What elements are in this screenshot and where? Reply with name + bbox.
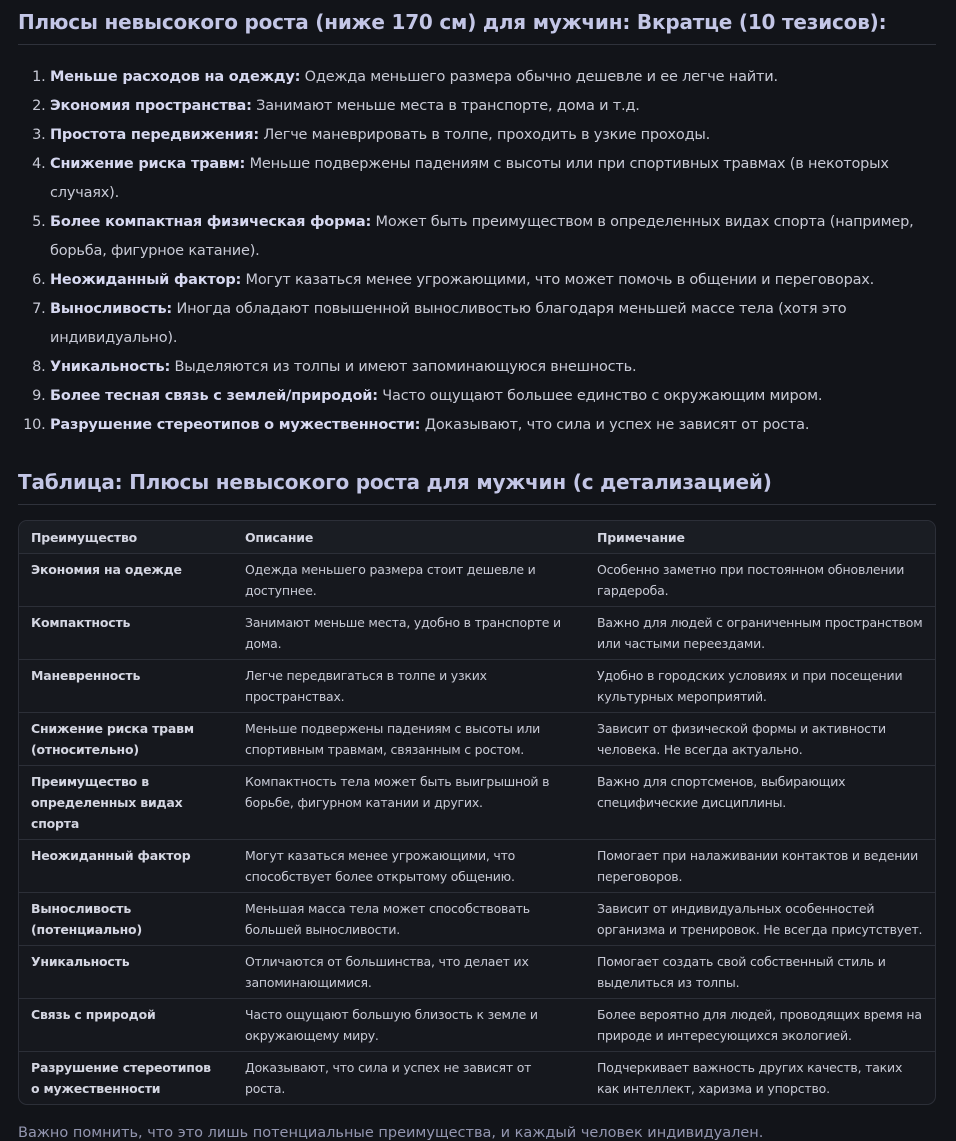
list-item-text: Легче маневрировать в толпе, проходить в узкие проходы. bbox=[258, 127, 711, 143]
table-row bbox=[19, 660, 935, 713]
cell-note: Помогает при налаживании контактов и ведении переговоров. bbox=[585, 840, 935, 893]
benefits-table bbox=[19, 521, 935, 1104]
list-item-title: Более компактная физическая форма: bbox=[50, 214, 372, 230]
list-item-text: Могут казаться менее угрожающими, что может помочь в общении и переговорах. bbox=[241, 272, 875, 288]
cell-description: Меньше подвержены падениям с высоты или спортивным травмам, связанным с ростом. bbox=[233, 713, 585, 766]
list-item bbox=[50, 208, 936, 266]
table-header-row bbox=[19, 521, 935, 554]
cell-note: Зависит от физической формы и активности человека. Не всегда актуально. bbox=[585, 713, 935, 766]
list-item bbox=[50, 92, 936, 121]
list-item-text: Доказывают, что сила и успех не зависят от роста. bbox=[420, 417, 810, 433]
column-header: Преимущество bbox=[19, 521, 233, 554]
cell-note: Подчеркивает важность других качеств, таких как интеллект, харизма и упорство. bbox=[585, 1052, 935, 1105]
cell-advantage: Связь с природой bbox=[19, 999, 233, 1052]
list-item-text: Часто ощущают большее единство с окружающим миром. bbox=[377, 388, 823, 404]
list-item-text: Выделяются из толпы и имеют запоминающуюся внешность. bbox=[170, 359, 637, 375]
cell-advantage: Компактность bbox=[19, 607, 233, 660]
list-item bbox=[50, 150, 936, 208]
table-heading: Таблица: Плюсы невысокого роста для мужчин (с детализацией) bbox=[18, 470, 936, 505]
cell-note: Удобно в городских условиях и при посещении культурных мероприятий. bbox=[585, 660, 935, 713]
table-row bbox=[19, 1052, 935, 1105]
cell-note: Более вероятно для людей, проводящих время на природе и интересующихся экологией. bbox=[585, 999, 935, 1052]
cell-advantage: Маневренность bbox=[19, 660, 233, 713]
cell-description: Отличаются от большинства, что делает их запоминающимися. bbox=[233, 946, 585, 999]
cell-advantage: Экономия на одежде bbox=[19, 554, 233, 607]
list-item-title: Снижение риска травм: bbox=[50, 156, 246, 172]
cell-note: Помогает создать свой собственный стиль и выделиться из толпы. bbox=[585, 946, 935, 999]
cell-description: Часто ощущают большую близость к земле и окружающему миру. bbox=[233, 999, 585, 1052]
cell-note: Особенно заметно при постоянном обновлении гардероба. bbox=[585, 554, 935, 607]
table-row bbox=[19, 946, 935, 999]
list-item-title: Уникальность: bbox=[50, 359, 171, 375]
cell-description: Меньшая масса тела может способствовать большей выносливости. bbox=[233, 893, 585, 946]
cell-description: Легче передвигаться в толпе и узких пространствах. bbox=[233, 660, 585, 713]
cell-advantage: Выносливость (потенциально) bbox=[19, 893, 233, 946]
list-item-title: Более тесная связь с землей/природой: bbox=[50, 388, 378, 404]
table-row bbox=[19, 554, 935, 607]
cell-advantage: Преимущество в определенных видах спорта bbox=[19, 766, 233, 840]
list-item bbox=[50, 266, 936, 295]
column-header: Описание bbox=[233, 521, 585, 554]
cell-advantage: Неожиданный фактор bbox=[19, 840, 233, 893]
cell-advantage: Уникальность bbox=[19, 946, 233, 999]
cell-description: Могут казаться менее угрожающими, что способствует более открытому общению. bbox=[233, 840, 585, 893]
list-item-title: Экономия пространства: bbox=[50, 98, 252, 114]
list-item bbox=[50, 295, 936, 353]
table-row bbox=[19, 999, 935, 1052]
list-item-text: Занимают меньше места в транспорте, дома и т.д. bbox=[251, 98, 640, 114]
list-item-text: Иногда обладают повышенной выносливостью благодаря меньшей массе тела (хотя это индивидуально). bbox=[50, 301, 847, 346]
benefits-list bbox=[18, 63, 936, 440]
list-item bbox=[50, 353, 936, 382]
closing-note: Важно помнить, что это лишь потенциальные преимущества, и каждый человек индивидуален. bbox=[18, 1125, 764, 1141]
list-item bbox=[50, 382, 936, 411]
list-item bbox=[50, 411, 936, 440]
cell-description: Доказывают, что сила и успех не зависят от роста. bbox=[233, 1052, 585, 1105]
column-header: Примечание bbox=[585, 521, 935, 554]
cell-note: Важно для спортсменов, выбирающих специфические дисциплины. bbox=[585, 766, 935, 840]
list-item-title: Меньше расходов на одежду: bbox=[50, 69, 301, 85]
table-row bbox=[19, 840, 935, 893]
list-item-title: Разрушение стереотипов о мужественности: bbox=[50, 417, 421, 433]
cell-description: Компактность тела может быть выигрышной в борьбе, фигурном катании и других. bbox=[233, 766, 585, 840]
cell-description: Одежда меньшего размера стоит дешевле и доступнее. bbox=[233, 554, 585, 607]
list-item-text: Меньше подвержены падениям с высоты или при спортивных травмах (в некоторых случаях). bbox=[50, 156, 889, 201]
cell-note: Важно для людей с ограниченным пространством или частыми переездами. bbox=[585, 607, 935, 660]
list-item-title: Простота передвижения: bbox=[50, 127, 259, 143]
table-row bbox=[19, 893, 935, 946]
list-item-text: Одежда меньшего размера обычно дешевле и ее легче найти. bbox=[300, 69, 778, 85]
cell-advantage: Снижение риска травм (относительно) bbox=[19, 713, 233, 766]
table-row bbox=[19, 766, 935, 840]
cell-description: Занимают меньше места, удобно в транспорте и дома. bbox=[233, 607, 585, 660]
table-row bbox=[19, 607, 935, 660]
list-item-title: Неожиданный фактор: bbox=[50, 272, 242, 288]
summary-heading: Плюсы невысокого роста (ниже 170 см) для мужчин: Вкратце (10 тезисов): bbox=[18, 0, 936, 45]
list-item-text: Может быть преимуществом в определенных видах спорта (например, борьба, фигурное катание). bbox=[50, 214, 914, 259]
list-item bbox=[50, 121, 936, 150]
list-item-title: Выносливость: bbox=[50, 301, 173, 317]
cell-advantage: Разрушение стереотипов о мужественности bbox=[19, 1052, 233, 1105]
cell-note: Зависит от индивидуальных особенностей организма и тренировок. Не всегда присутствует. bbox=[585, 893, 935, 946]
list-item bbox=[50, 63, 936, 92]
table-row bbox=[19, 713, 935, 766]
benefits-table-container bbox=[18, 520, 936, 1105]
